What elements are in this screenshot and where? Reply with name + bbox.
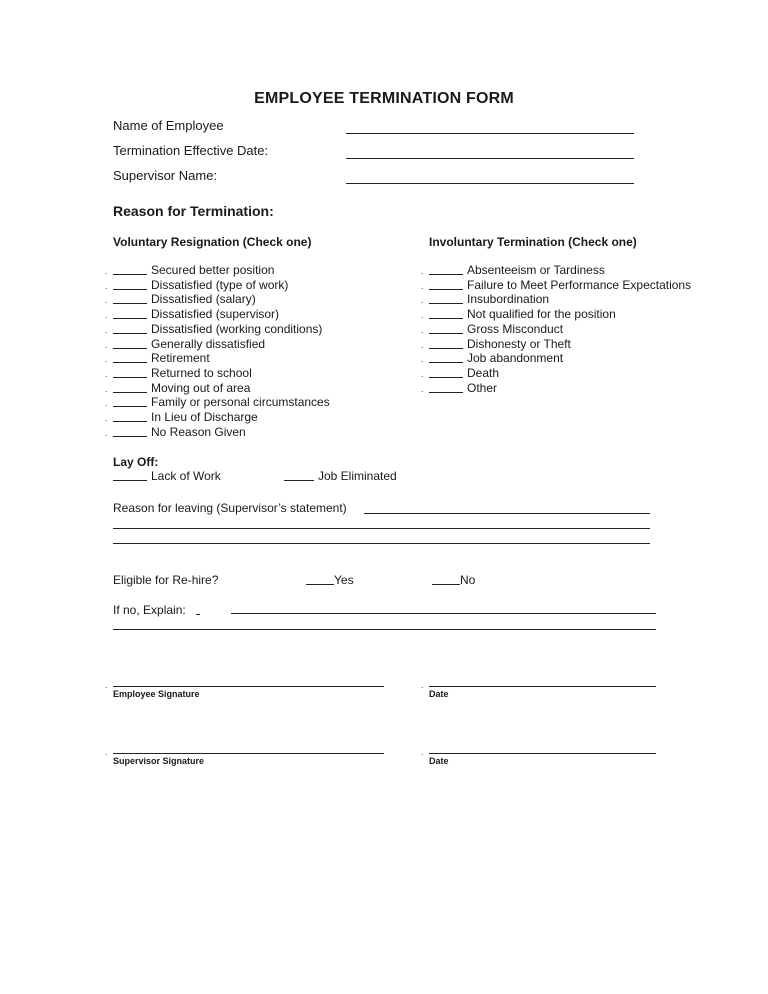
employee-signature-label: Employee Signature [113, 689, 200, 699]
explain-line-1[interactable] [231, 613, 656, 614]
supervisor-date-label: Date [429, 756, 449, 766]
layoff-heading: Lay Off: [113, 455, 159, 469]
effective-date-label: Termination Effective Date: [113, 143, 269, 158]
reason-leaving-line-2[interactable] [113, 528, 650, 529]
checkbox-blank[interactable] [284, 469, 314, 481]
checkbox-blank[interactable] [113, 337, 147, 349]
list-item[interactable]: Dissatisfied (supervisor) [113, 307, 330, 322]
margin-mark: . [421, 295, 424, 306]
margin-mark: . [105, 339, 108, 350]
explain-label: If no, Explain: [113, 603, 186, 617]
list-item[interactable]: Failure to Meet Performance Expectations [429, 278, 691, 293]
list-item[interactable]: In Lieu of Discharge [113, 410, 330, 425]
checkbox-blank[interactable] [113, 425, 147, 437]
supervisor-name-field[interactable] [346, 183, 634, 184]
checkbox-blank[interactable] [306, 573, 334, 585]
margin-mark: . [421, 310, 424, 321]
checkbox-blank[interactable] [113, 381, 147, 393]
margin-mark: . [421, 324, 424, 335]
checkbox-blank[interactable] [429, 337, 463, 349]
margin-mark: . [105, 680, 108, 690]
rehire-yes[interactable]: Yes [306, 573, 354, 588]
margin-mark: . [105, 295, 108, 306]
explain-line-2[interactable] [113, 629, 656, 630]
margin-mark: . [105, 398, 108, 409]
list-item[interactable]: Dissatisfied (type of work) [113, 278, 330, 293]
reason-leaving-line-3[interactable] [113, 543, 650, 544]
voluntary-list [113, 263, 330, 439]
checkbox-blank[interactable] [429, 351, 463, 363]
layoff-lack-of-work[interactable]: Lack of Work [113, 469, 221, 484]
list-item[interactable]: Moving out of area [113, 381, 330, 396]
margin-mark: . [421, 280, 424, 291]
supervisor-date-line[interactable] [429, 753, 656, 754]
checkbox-blank[interactable] [113, 278, 147, 290]
margin-mark: . [105, 368, 108, 379]
list-item[interactable]: Dishonesty or Theft [429, 337, 691, 352]
checkbox-blank[interactable] [432, 573, 460, 585]
form-title: EMPLOYEE TERMINATION FORM [254, 90, 514, 107]
list-item[interactable]: Returned to school [113, 366, 330, 381]
list-item[interactable]: Secured better position [113, 263, 330, 278]
reason-leaving-label: Reason for leaving (Supervisor’s statement) [113, 501, 347, 515]
margin-mark: . [105, 427, 108, 438]
margin-mark: . [105, 266, 108, 276]
checkbox-blank[interactable] [429, 381, 463, 393]
reason-heading: Reason for Termination: [113, 203, 274, 219]
employee-signature-line[interactable] [113, 686, 384, 687]
effective-date-field[interactable] [346, 158, 634, 159]
employee-date-label: Date [429, 689, 449, 699]
margin-mark: . [105, 413, 108, 423]
list-item[interactable]: Retirement [113, 351, 330, 366]
checkbox-blank[interactable] [429, 366, 463, 378]
checkbox-blank[interactable] [113, 469, 147, 481]
checkbox-blank[interactable] [113, 292, 147, 304]
list-item[interactable]: Insubordination [429, 292, 691, 307]
rehire-question: Eligible for Re-hire? [113, 573, 219, 587]
layoff-job-eliminated[interactable]: Job Eliminated [284, 469, 397, 484]
supervisor-name-label: Supervisor Name: [113, 168, 218, 183]
checkbox-blank[interactable] [429, 322, 463, 334]
checkbox-blank[interactable] [429, 292, 463, 304]
list-item[interactable]: Generally dissatisfied [113, 337, 330, 352]
list-item[interactable]: Death [429, 366, 691, 381]
list-item[interactable]: Dissatisfied (salary) [113, 292, 330, 307]
employee-name-label: Name of Employee [113, 118, 224, 133]
checkbox-blank[interactable] [113, 366, 147, 378]
explain-mark [196, 614, 200, 615]
checkbox-blank[interactable] [429, 278, 463, 290]
margin-mark: . [105, 324, 108, 335]
employee-date-line[interactable] [429, 686, 656, 687]
margin-mark: . [421, 266, 424, 276]
margin-mark: . [105, 354, 108, 365]
margin-mark: . [105, 383, 108, 394]
checkbox-blank[interactable] [113, 351, 147, 363]
checkbox-blank[interactable] [113, 307, 147, 319]
checkbox-blank[interactable] [429, 307, 463, 319]
margin-mark: . [421, 680, 424, 690]
involuntary-heading: Involuntary Termination (Check one) [429, 235, 637, 249]
checkbox-blank[interactable] [113, 410, 147, 422]
margin-mark: . [105, 280, 108, 291]
margin-mark: . [421, 339, 424, 350]
margin-mark: . [421, 368, 424, 379]
list-item[interactable]: Other [429, 381, 691, 396]
voluntary-heading: Voluntary Resignation (Check one) [113, 235, 312, 249]
margin-mark: . [421, 354, 424, 365]
margin-mark: . [421, 747, 424, 757]
list-item[interactable]: Gross Misconduct [429, 322, 691, 337]
supervisor-signature-line[interactable] [113, 753, 384, 754]
list-item[interactable]: No Reason Given [113, 425, 330, 440]
checkbox-blank[interactable] [113, 263, 147, 275]
margin-mark: . [105, 310, 108, 321]
involuntary-list [429, 263, 691, 395]
margin-mark: . [105, 747, 108, 757]
supervisor-signature-label: Supervisor Signature [113, 756, 205, 766]
reason-leaving-line-1[interactable] [364, 513, 650, 514]
list-item[interactable]: Not qualified for the position [429, 307, 691, 322]
checkbox-blank[interactable] [429, 263, 463, 275]
list-item[interactable]: Dissatisfied (working conditions) [113, 322, 330, 337]
employee-name-field[interactable] [346, 133, 634, 134]
list-item[interactable]: Family or personal circumstances [113, 395, 330, 410]
margin-mark: . [421, 383, 424, 394]
list-item[interactable]: Absenteeism or Tardiness [429, 263, 691, 278]
checkbox-blank[interactable] [113, 395, 147, 407]
checkbox-blank[interactable] [113, 322, 147, 334]
list-item[interactable]: Job abandonment [429, 351, 691, 366]
rehire-no[interactable]: No [432, 573, 475, 588]
